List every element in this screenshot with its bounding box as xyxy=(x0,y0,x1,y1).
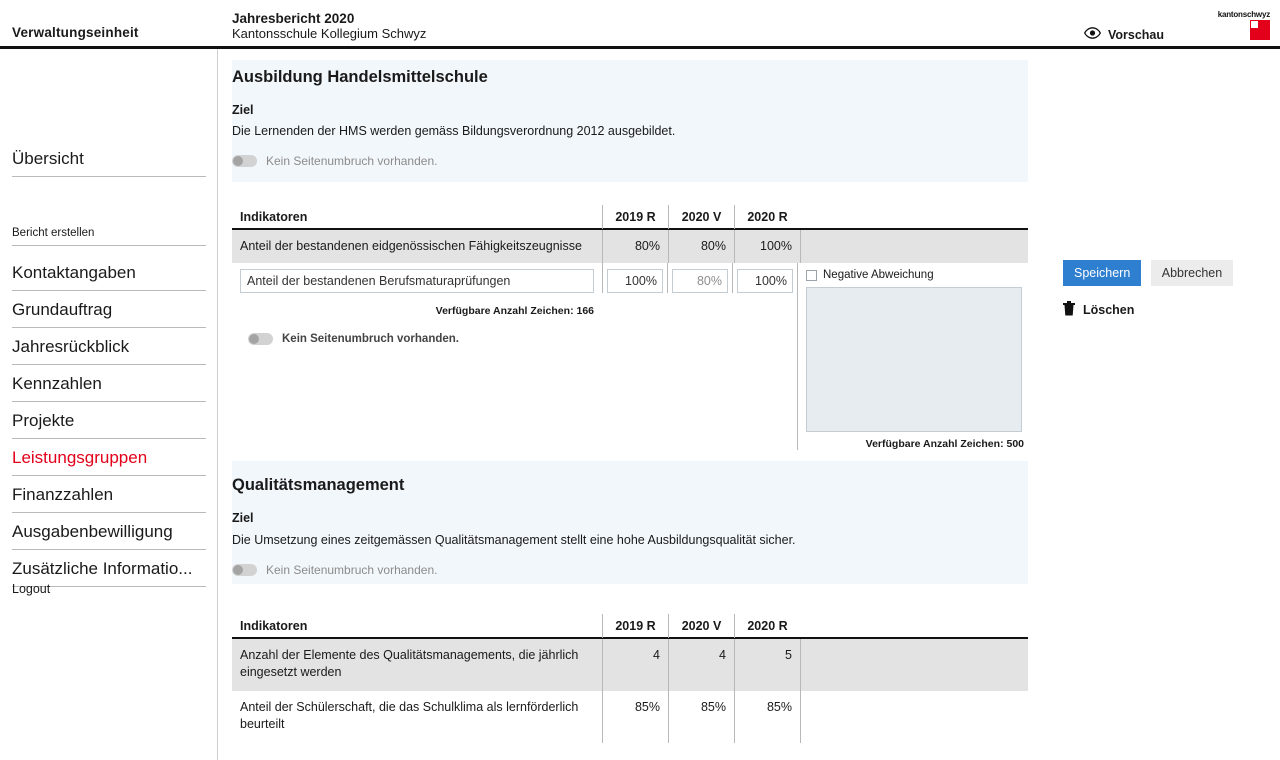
sidebar-item-jahresrueckblick[interactable]: Jahresrückblick xyxy=(12,337,206,365)
sidebar-item-leistungsgruppen[interactable]: Leistungsgruppen xyxy=(12,448,206,476)
cell-indicator: Anteil der Schülerschaft, die das Schulklima als lernförderlich beurteilt xyxy=(240,700,579,731)
sidebar-item-bericht-erstellen[interactable]: Bericht erstellen xyxy=(12,227,206,246)
pagebreak-label: Kein Seitenumbruch vorhanden. xyxy=(266,154,438,168)
negative-deviation-checkbox[interactable] xyxy=(806,270,817,281)
cell-2020r: 100% xyxy=(734,230,800,263)
section-qualitaetsmanagement-goal-text: Die Umsetzung eines zeitgemässen Qualitätsmanagement stellt eine hohe Ausbildungsqualität sicher. xyxy=(232,533,796,547)
cell-remarks xyxy=(800,639,1028,691)
row-actions-panel xyxy=(1063,260,1233,319)
sidebar xyxy=(0,49,218,760)
indicators-table-ausbildung xyxy=(232,206,1028,468)
sidebar-item-ausgabenbewilligung[interactable]: Ausgabenbewilligung xyxy=(12,522,206,550)
cell-2020r: 5 xyxy=(734,639,800,691)
comment-char-hint: Verfügbare Anzahl Zeichen: 500 xyxy=(865,438,1024,450)
edit-remarks-cell xyxy=(797,263,1032,450)
column-header-2020v: 2020 V xyxy=(668,205,734,229)
schwyz-flag-icon xyxy=(1250,20,1270,40)
page-subtitle: Kantonsschule Kollegium Schwyz xyxy=(232,26,427,41)
section-ausbildung-goal-label: Ziel xyxy=(232,103,254,117)
edit-indicator-cell xyxy=(232,263,602,345)
sidebar-menu xyxy=(0,254,218,587)
header-unit-label: Verwaltungseinheit xyxy=(12,25,139,40)
delete-button[interactable] xyxy=(1063,301,1233,319)
section-qualitaetsmanagement-goal-label: Ziel xyxy=(232,511,254,525)
edit-2020v-cell xyxy=(667,263,732,293)
table-header-row xyxy=(232,615,1028,639)
indicators-table-qualitaetsmanagement xyxy=(232,615,1028,743)
section-qualitaetsmanagement-pagebreak-toggle-row[interactable] xyxy=(232,563,437,577)
column-header-2020v: 2020 V xyxy=(668,614,734,638)
row-pagebreak-toggle-row[interactable] xyxy=(248,333,602,345)
sidebar-item-finanzzahlen[interactable]: Finanzzahlen xyxy=(12,485,206,513)
page-title: Jahresbericht 2020 xyxy=(232,11,355,26)
pagebreak-toggle[interactable] xyxy=(232,564,257,576)
cell-2020v: 4 xyxy=(668,639,734,691)
section-ausbildung-goal-text: Die Lernenden der HMS werden gemäss Bildungsverordnung 2012 ausgebildet. xyxy=(232,124,676,138)
app-header xyxy=(0,0,1280,49)
column-header-indikatoren: Indikatoren xyxy=(240,619,308,633)
cell-2020v: 85% xyxy=(668,691,734,743)
negative-deviation-row[interactable] xyxy=(806,269,1024,281)
cancel-button[interactable]: Abbrechen xyxy=(1151,260,1233,286)
indicator-char-hint: Verfügbare Anzahl Zeichen: 166 xyxy=(435,305,594,317)
cell-remarks xyxy=(800,691,1028,743)
comment-textarea[interactable] xyxy=(806,287,1022,432)
eye-icon xyxy=(1084,27,1101,42)
cell-indicator: Anteil der bestandenen eidgenössischen Fähigkeitszeugnisse xyxy=(240,239,582,253)
table-row-editing xyxy=(232,263,1028,468)
delete-label: Löschen xyxy=(1083,303,1135,317)
cell-2019r: 4 xyxy=(602,639,668,691)
sidebar-item-projekte[interactable]: Projekte xyxy=(12,411,206,439)
cell-indicator: Anzahl der Elemente des Qualitätsmanagements, die jährlich eingesetzt werden xyxy=(240,648,579,679)
logout-link[interactable]: Logout xyxy=(12,582,51,596)
main-content xyxy=(218,49,1280,760)
column-header-2019r: 2019 R xyxy=(602,205,668,229)
sidebar-item-uebersicht[interactable]: Übersicht xyxy=(12,149,206,177)
column-header-2020r: 2020 R xyxy=(734,614,800,638)
edit-2020r-cell xyxy=(732,263,797,293)
row-pagebreak-label: Kein Seitenumbruch vorhanden. xyxy=(282,333,459,345)
trash-icon xyxy=(1063,301,1075,319)
cell-2020v: 80% xyxy=(668,230,734,263)
table-row[interactable] xyxy=(232,230,1028,263)
section-ausbildung-title: Ausbildung Handelsmittelschule xyxy=(232,68,488,86)
column-header-2020r: 2020 R xyxy=(734,205,800,229)
logo-text: kantonschwyz xyxy=(1217,10,1270,19)
table-header-row xyxy=(232,206,1028,230)
value-2020v-input[interactable] xyxy=(672,269,728,293)
sidebar-item-zusaetzliche-informationen[interactable]: Zusätzliche Informatio... xyxy=(12,559,206,587)
cell-2019r: 80% xyxy=(602,230,668,263)
column-header-indikatoren: Indikatoren xyxy=(240,210,308,224)
logo xyxy=(1202,10,1270,40)
pagebreak-label: Kein Seitenumbruch vorhanden. xyxy=(266,563,438,577)
section-qualitaetsmanagement-title: Qualitätsmanagement xyxy=(232,476,405,494)
sidebar-item-kennzahlen[interactable]: Kennzahlen xyxy=(12,374,206,402)
section-ausbildung-pagebreak-toggle-row[interactable] xyxy=(232,154,437,168)
cell-2020r: 85% xyxy=(734,691,800,743)
negative-deviation-label: Negative Abweichung xyxy=(823,269,934,281)
sidebar-item-kontaktangaben[interactable]: Kontaktangaben xyxy=(12,263,206,291)
sidebar-item-grundauftrag[interactable]: Grundauftrag xyxy=(12,300,206,328)
pagebreak-toggle[interactable] xyxy=(232,155,257,167)
save-button[interactable]: Speichern xyxy=(1063,260,1141,286)
edit-2019r-cell xyxy=(602,263,667,293)
value-2019r-input[interactable] xyxy=(607,269,663,293)
row-pagebreak-toggle[interactable] xyxy=(248,333,273,345)
value-2020r-input[interactable] xyxy=(737,269,793,293)
table-row[interactable] xyxy=(232,639,1028,691)
preview-label: Vorschau xyxy=(1107,27,1164,42)
cell-2019r: 85% xyxy=(602,691,668,743)
cell-remarks xyxy=(800,230,1028,263)
preview-button[interactable] xyxy=(1084,27,1164,42)
indicator-input[interactable] xyxy=(240,269,594,293)
table-row[interactable] xyxy=(232,691,1028,743)
column-header-2019r: 2019 R xyxy=(602,614,668,638)
